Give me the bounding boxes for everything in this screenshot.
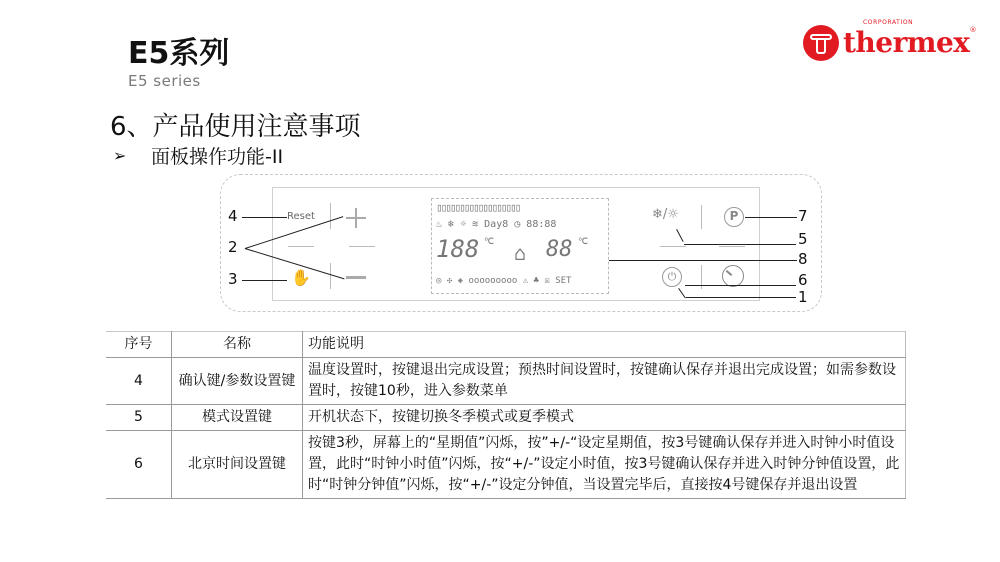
callout-5: 5	[798, 230, 808, 248]
registered-mark: ®	[969, 26, 977, 34]
row-desc: 开机状态下，按键切换冬季模式或夏季模式	[303, 405, 906, 431]
section-title: 6、产品使用注意事项	[110, 112, 361, 142]
lcd-right-digits: 88	[546, 237, 573, 262]
leader-line	[242, 280, 287, 281]
lcd-left-digits: 188	[436, 235, 480, 263]
logo-brand-text: thermex	[843, 26, 970, 59]
table-row	[106, 358, 906, 405]
page-title: E5系列	[128, 36, 230, 71]
minus-icon	[346, 276, 366, 279]
thermex-logo	[803, 19, 977, 61]
lcd-temp-unit: ℃	[484, 237, 495, 247]
header-name: 名称	[172, 332, 303, 358]
callout-1: 1	[798, 288, 808, 306]
header-desc: 功能说明	[303, 332, 906, 358]
hand-icon: ✋	[291, 268, 311, 287]
leader-line	[686, 297, 796, 298]
row-desc: 按键3秒，屏幕上的“星期值”闪烁，按”+/-“设定星期值，按3号键确认保存并进入时钟小时值设置，此时“时钟小时值”闪烁，按“+/-”设定小时值，按3号键确认保存并进入时钟分钟值设置，此时“时钟分钟值”闪烁，按“+/-”设定分钟值，当设置完毕后，直接按4号键保存并退出设置	[303, 431, 906, 499]
leader-line	[684, 244, 796, 245]
divider	[288, 246, 314, 247]
divider	[330, 263, 331, 289]
callout-4: 4	[228, 207, 238, 225]
function-table	[106, 331, 906, 499]
row-name: 确认键/参数设置键	[172, 358, 303, 405]
callout-7: 7	[798, 207, 808, 225]
lcd-display	[431, 198, 609, 294]
leader-line	[685, 285, 796, 286]
thermex-emblem-icon	[803, 25, 839, 61]
snowflake-sun-icon: ❄/☼	[652, 207, 679, 222]
lcd-bottom-row: ◎ ✣ ◈ ooooooooo ⚠ ♣ ☒ SET	[436, 276, 572, 286]
table-row	[106, 431, 906, 499]
p-button: P	[724, 207, 744, 227]
divider	[701, 205, 702, 229]
row-no: 5	[106, 405, 172, 431]
row-name: 北京时间设置键	[172, 431, 303, 499]
power-icon: ⏻	[662, 267, 682, 287]
reset-label: Reset	[287, 211, 315, 222]
leader-line	[609, 260, 797, 261]
header-no: 序号	[106, 332, 172, 358]
row-name: 模式设置键	[172, 405, 303, 431]
row-no: 4	[106, 358, 172, 405]
divider	[660, 246, 686, 247]
divider	[330, 203, 331, 229]
clock-icon	[722, 265, 744, 287]
house-thermometer-icon: ⌂	[514, 241, 527, 265]
page-subtitle: E5 series	[128, 72, 201, 90]
logo-corporation-text: CORPORATION	[863, 19, 914, 26]
divider	[349, 246, 375, 247]
arrowhead-bullet-icon: ➢	[113, 146, 127, 165]
bullet-text: 面板操作功能-II	[151, 146, 284, 168]
leader-line	[745, 217, 797, 218]
callout-6: 6	[798, 271, 808, 289]
callout-3: 3	[228, 270, 238, 288]
lcd-icon-row: ♨ ❄ ☼ ≋ Day8 ◷ 88:88	[436, 219, 557, 230]
row-no: 6	[106, 431, 172, 499]
lcd-temp-unit-right: ℃	[578, 237, 589, 247]
table-row	[106, 405, 906, 431]
leader-line	[242, 217, 287, 218]
row-desc: 温度设置时，按键退出完成设置；预热时间设置时，按键确认保存并退出完成设置；如需参数设置时，按键10秒，进入参数菜单	[303, 358, 906, 405]
bullet-item	[113, 142, 283, 169]
plus-icon	[355, 208, 357, 228]
lcd-bar-row: ▯▯▯▯▯▯▯▯▯▯▯▯▯▯▯▯▯▯	[436, 201, 520, 214]
callout-2: 2	[228, 238, 238, 256]
table-header-row	[106, 332, 906, 358]
callout-8: 8	[798, 250, 808, 268]
divider	[719, 246, 745, 247]
